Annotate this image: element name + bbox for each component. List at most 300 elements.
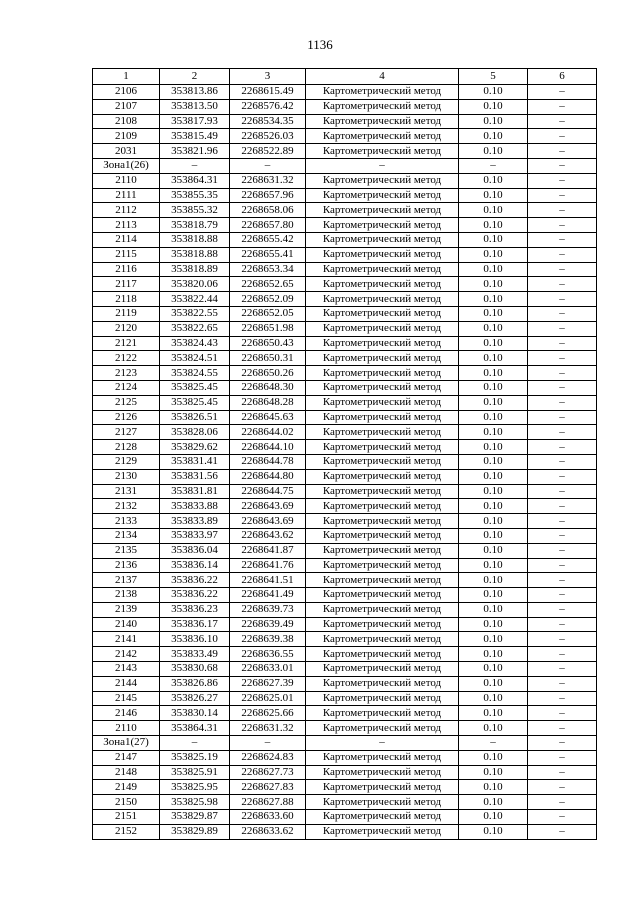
table-cell: – xyxy=(528,144,597,159)
table-cell: 353829.89 xyxy=(160,824,230,839)
table-cell: 2268576.42 xyxy=(230,99,306,114)
table-cell: 0.10 xyxy=(459,573,528,588)
table-cell: Картометрический метод xyxy=(306,277,459,292)
table-cell: Картометрический метод xyxy=(306,499,459,514)
table-cell: – xyxy=(528,469,597,484)
table-cell: Картометрический метод xyxy=(306,366,459,381)
table-cell: 2268625.01 xyxy=(230,691,306,706)
table-cell: 0.10 xyxy=(459,706,528,721)
table-cell: 2142 xyxy=(93,647,160,662)
table-cell: 353826.27 xyxy=(160,691,230,706)
table-cell: 2031 xyxy=(93,144,160,159)
table-cell: 353830.68 xyxy=(160,662,230,677)
table-cell: – xyxy=(528,188,597,203)
table-cell: 353817.93 xyxy=(160,114,230,129)
table-cell: 2268655.42 xyxy=(230,232,306,247)
table-body xyxy=(93,85,597,840)
table-cell: Картометрический метод xyxy=(306,706,459,721)
table-cell: 0.10 xyxy=(459,188,528,203)
table-row xyxy=(93,395,597,410)
table-cell: Картометрический метод xyxy=(306,558,459,573)
table-cell: Картометрический метод xyxy=(306,662,459,677)
table-cell: 2111 xyxy=(93,188,160,203)
table-cell: – xyxy=(528,129,597,144)
table-row xyxy=(93,144,597,159)
table-cell: 0.10 xyxy=(459,232,528,247)
table-cell: 2145 xyxy=(93,691,160,706)
table-cell: 2268652.05 xyxy=(230,306,306,321)
table-cell: – xyxy=(459,736,528,751)
table-cell: – xyxy=(459,158,528,173)
table-cell: 2137 xyxy=(93,573,160,588)
table-row xyxy=(93,662,597,677)
table-cell: Картометрический метод xyxy=(306,469,459,484)
table-cell: Картометрический метод xyxy=(306,306,459,321)
table-cell: 2268644.78 xyxy=(230,454,306,469)
table-cell: 0.10 xyxy=(459,662,528,677)
table-cell: 2140 xyxy=(93,617,160,632)
table-cell: Картометрический метод xyxy=(306,85,459,100)
table-cell: 0.10 xyxy=(459,262,528,277)
coordinates-table xyxy=(92,68,597,840)
table-row xyxy=(93,691,597,706)
table-cell: – xyxy=(528,173,597,188)
column-header: 1 xyxy=(93,69,160,85)
table-cell: 353825.98 xyxy=(160,795,230,810)
table-cell: – xyxy=(528,765,597,780)
table-cell: 2268650.26 xyxy=(230,366,306,381)
table-cell: 2268645.63 xyxy=(230,410,306,425)
table-cell: – xyxy=(528,218,597,233)
table-cell: 0.10 xyxy=(459,247,528,262)
table-cell: – xyxy=(528,292,597,307)
table-cell: 2268657.80 xyxy=(230,218,306,233)
table-cell: 353821.96 xyxy=(160,144,230,159)
table-cell: 353855.35 xyxy=(160,188,230,203)
table-cell: 2268627.73 xyxy=(230,765,306,780)
table-cell: 353836.04 xyxy=(160,543,230,558)
table-cell: 2268650.31 xyxy=(230,351,306,366)
table-cell: Картометрический метод xyxy=(306,484,459,499)
table-cell: 0.10 xyxy=(459,99,528,114)
table-cell: – xyxy=(528,306,597,321)
table-cell: 2268653.34 xyxy=(230,262,306,277)
table-cell: 2268657.96 xyxy=(230,188,306,203)
table-cell: Картометрический метод xyxy=(306,351,459,366)
table-cell: 2268643.69 xyxy=(230,514,306,529)
table-cell: Картометрический метод xyxy=(306,321,459,336)
table-cell: Зона1(27) xyxy=(93,736,160,751)
table-cell: – xyxy=(528,484,597,499)
table-cell: 353829.62 xyxy=(160,440,230,455)
table-cell: 2268644.02 xyxy=(230,425,306,440)
table-cell: 2268627.83 xyxy=(230,780,306,795)
table-row xyxy=(93,676,597,691)
table-row xyxy=(93,795,597,810)
table-cell: – xyxy=(528,632,597,647)
table-cell: – xyxy=(528,277,597,292)
table-cell: – xyxy=(528,810,597,825)
table-cell: 353824.43 xyxy=(160,336,230,351)
table-cell: Картометрический метод xyxy=(306,144,459,159)
table-cell: 353818.88 xyxy=(160,232,230,247)
table-row xyxy=(93,99,597,114)
table-cell: 2132 xyxy=(93,499,160,514)
table-cell: Картометрический метод xyxy=(306,795,459,810)
table-cell: 0.10 xyxy=(459,306,528,321)
table-cell: Картометрический метод xyxy=(306,543,459,558)
table-row xyxy=(93,173,597,188)
table-cell: 0.10 xyxy=(459,795,528,810)
table-row xyxy=(93,706,597,721)
table-cell: 2139 xyxy=(93,602,160,617)
table-cell: 2108 xyxy=(93,114,160,129)
table-cell: 2133 xyxy=(93,514,160,529)
table-cell: 2121 xyxy=(93,336,160,351)
table-row xyxy=(93,780,597,795)
table-cell: 353864.31 xyxy=(160,721,230,736)
table-row xyxy=(93,810,597,825)
table-cell: Картометрический метод xyxy=(306,218,459,233)
table-cell: Картометрический метод xyxy=(306,440,459,455)
table-cell: 2110 xyxy=(93,721,160,736)
table-cell: 2268655.41 xyxy=(230,247,306,262)
table-cell: Картометрический метод xyxy=(306,514,459,529)
table-row xyxy=(93,336,597,351)
table-cell: Картометрический метод xyxy=(306,203,459,218)
table-cell: 2109 xyxy=(93,129,160,144)
table-cell: 0.10 xyxy=(459,810,528,825)
table-cell: Картометрический метод xyxy=(306,173,459,188)
table-cell: 0.10 xyxy=(459,514,528,529)
table-row xyxy=(93,514,597,529)
table-cell: Картометрический метод xyxy=(306,528,459,543)
table-cell: – xyxy=(528,617,597,632)
table-cell: 2141 xyxy=(93,632,160,647)
table-cell: 2110 xyxy=(93,173,160,188)
table-cell: 0.10 xyxy=(459,173,528,188)
table-cell: 0.10 xyxy=(459,469,528,484)
table-cell: 2127 xyxy=(93,425,160,440)
table-cell: 2268648.30 xyxy=(230,380,306,395)
table-cell: – xyxy=(528,706,597,721)
table-cell: 353818.88 xyxy=(160,247,230,262)
table-cell: 0.10 xyxy=(459,602,528,617)
table-row xyxy=(93,129,597,144)
table-cell: 2112 xyxy=(93,203,160,218)
table-cell: 2113 xyxy=(93,218,160,233)
table-cell: 2124 xyxy=(93,380,160,395)
table-cell: – xyxy=(528,203,597,218)
table-cell: 2122 xyxy=(93,351,160,366)
table-cell: Картометрический метод xyxy=(306,454,459,469)
table-cell: 353828.06 xyxy=(160,425,230,440)
table-cell: 2268534.35 xyxy=(230,114,306,129)
table-cell: 2146 xyxy=(93,706,160,721)
table-cell: Картометрический метод xyxy=(306,425,459,440)
table-cell: Картометрический метод xyxy=(306,380,459,395)
table-cell: 2268644.75 xyxy=(230,484,306,499)
table-cell: 2268631.32 xyxy=(230,721,306,736)
table-cell: Картометрический метод xyxy=(306,824,459,839)
table-cell: 2114 xyxy=(93,232,160,247)
table-cell: – xyxy=(528,602,597,617)
column-header: 6 xyxy=(528,69,597,85)
table-cell: – xyxy=(528,321,597,336)
table-row xyxy=(93,824,597,839)
table-cell: 2268631.32 xyxy=(230,173,306,188)
table-cell: – xyxy=(528,114,597,129)
table-row xyxy=(93,602,597,617)
table-cell: 2148 xyxy=(93,765,160,780)
table-cell: 353825.45 xyxy=(160,380,230,395)
column-header: 2 xyxy=(160,69,230,85)
table-cell: – xyxy=(306,158,459,173)
table-cell: – xyxy=(528,99,597,114)
table-row xyxy=(93,114,597,129)
table-cell: 0.10 xyxy=(459,395,528,410)
table-cell: – xyxy=(528,395,597,410)
table-row xyxy=(93,484,597,499)
table-row xyxy=(93,277,597,292)
table-cell: – xyxy=(528,514,597,529)
table-row xyxy=(93,440,597,455)
table-row xyxy=(93,380,597,395)
table-cell: 0.10 xyxy=(459,499,528,514)
table-cell: 353824.51 xyxy=(160,351,230,366)
table-cell: 0.10 xyxy=(459,114,528,129)
table-cell: 2268644.10 xyxy=(230,440,306,455)
table-cell: 353826.86 xyxy=(160,676,230,691)
table-cell: 0.10 xyxy=(459,425,528,440)
table-row xyxy=(93,85,597,100)
table-cell: 2117 xyxy=(93,277,160,292)
table-row xyxy=(93,736,597,751)
table-cell: 353833.97 xyxy=(160,528,230,543)
table-cell: 2268641.87 xyxy=(230,543,306,558)
table-cell: 2106 xyxy=(93,85,160,100)
table-cell: 353836.10 xyxy=(160,632,230,647)
table-row xyxy=(93,218,597,233)
table-cell: 0.10 xyxy=(459,218,528,233)
table-cell: 2268652.09 xyxy=(230,292,306,307)
table-cell: Картометрический метод xyxy=(306,188,459,203)
table-cell: 2128 xyxy=(93,440,160,455)
table-cell: 2123 xyxy=(93,366,160,381)
table-cell: 2143 xyxy=(93,662,160,677)
table-cell: – xyxy=(528,795,597,810)
table-cell: 2138 xyxy=(93,588,160,603)
table-cell: 2118 xyxy=(93,292,160,307)
table-cell: Картометрический метод xyxy=(306,99,459,114)
table-cell: – xyxy=(528,588,597,603)
table-row xyxy=(93,765,597,780)
table-row xyxy=(93,573,597,588)
table-cell: 2268658.06 xyxy=(230,203,306,218)
table-cell: Картометрический метод xyxy=(306,721,459,736)
table-cell: – xyxy=(306,736,459,751)
table-cell: 353825.45 xyxy=(160,395,230,410)
table-cell: 0.10 xyxy=(459,321,528,336)
table-row xyxy=(93,247,597,262)
table-cell: – xyxy=(528,558,597,573)
table-cell: 0.10 xyxy=(459,750,528,765)
table-cell: – xyxy=(528,780,597,795)
table-cell: 2268652.65 xyxy=(230,277,306,292)
table-row xyxy=(93,528,597,543)
table-cell: 353825.91 xyxy=(160,765,230,780)
table-cell: 353831.56 xyxy=(160,469,230,484)
table-cell: 2125 xyxy=(93,395,160,410)
table-cell: Картометрический метод xyxy=(306,247,459,262)
table-cell: 2268633.60 xyxy=(230,810,306,825)
table-cell: 2151 xyxy=(93,810,160,825)
table-cell: 0.10 xyxy=(459,647,528,662)
table-cell: 2268627.88 xyxy=(230,795,306,810)
table-cell: 353833.49 xyxy=(160,647,230,662)
table-cell: Картометрический метод xyxy=(306,647,459,662)
table-row xyxy=(93,158,597,173)
table-cell: 2268522.89 xyxy=(230,144,306,159)
table-row xyxy=(93,188,597,203)
table-cell: – xyxy=(528,647,597,662)
table-row xyxy=(93,632,597,647)
table-cell: Картометрический метод xyxy=(306,232,459,247)
table-cell: Картометрический метод xyxy=(306,780,459,795)
table-cell: 2268625.66 xyxy=(230,706,306,721)
table-cell: 2268650.43 xyxy=(230,336,306,351)
table-cell: – xyxy=(528,573,597,588)
table-cell: Картометрический метод xyxy=(306,262,459,277)
table-row xyxy=(93,499,597,514)
table-cell: 2149 xyxy=(93,780,160,795)
table-cell: 0.10 xyxy=(459,144,528,159)
table-cell: 0.10 xyxy=(459,129,528,144)
table-cell: 2268651.98 xyxy=(230,321,306,336)
table-cell: Картометрический метод xyxy=(306,114,459,129)
table-cell: 0.10 xyxy=(459,410,528,425)
table-cell: 0.10 xyxy=(459,454,528,469)
table-cell: Зона1(26) xyxy=(93,158,160,173)
table-cell: 2147 xyxy=(93,750,160,765)
table-cell: Картометрический метод xyxy=(306,602,459,617)
table-cell: 353831.41 xyxy=(160,454,230,469)
table-cell: 353813.86 xyxy=(160,85,230,100)
table-cell: – xyxy=(528,351,597,366)
column-header: 4 xyxy=(306,69,459,85)
table-cell: – xyxy=(528,336,597,351)
table-cell: 2268627.39 xyxy=(230,676,306,691)
table-cell: – xyxy=(528,85,597,100)
table-cell: 0.10 xyxy=(459,765,528,780)
table-row xyxy=(93,351,597,366)
column-header: 5 xyxy=(459,69,528,85)
table-cell: Картометрический метод xyxy=(306,632,459,647)
table-cell: 0.10 xyxy=(459,558,528,573)
table-cell: 0.10 xyxy=(459,721,528,736)
table-cell: – xyxy=(528,721,597,736)
table-cell: 353822.44 xyxy=(160,292,230,307)
table-cell: Картометрический метод xyxy=(306,129,459,144)
table-cell: Картометрический метод xyxy=(306,292,459,307)
table-cell: 2268615.49 xyxy=(230,85,306,100)
table-row xyxy=(93,366,597,381)
table-row xyxy=(93,721,597,736)
table-cell: – xyxy=(528,543,597,558)
table-cell: 0.10 xyxy=(459,336,528,351)
table-cell: 0.10 xyxy=(459,380,528,395)
table-row xyxy=(93,262,597,277)
table-cell: – xyxy=(160,736,230,751)
table-cell: Картометрический метод xyxy=(306,336,459,351)
table-cell: – xyxy=(230,736,306,751)
table-cell: – xyxy=(528,440,597,455)
table-cell: – xyxy=(528,262,597,277)
table-cell: 2126 xyxy=(93,410,160,425)
table-cell: 0.10 xyxy=(459,543,528,558)
table-row xyxy=(93,306,597,321)
table-cell: Картометрический метод xyxy=(306,410,459,425)
table-cell: 2268641.49 xyxy=(230,588,306,603)
table-cell: – xyxy=(230,158,306,173)
table-cell: 0.10 xyxy=(459,617,528,632)
table-cell: 2107 xyxy=(93,99,160,114)
table-cell: 353836.23 xyxy=(160,602,230,617)
table-cell: 353836.22 xyxy=(160,588,230,603)
table-row xyxy=(93,469,597,484)
table-cell: – xyxy=(528,736,597,751)
table-cell: 0.10 xyxy=(459,440,528,455)
table-cell: 353818.79 xyxy=(160,218,230,233)
table-row xyxy=(93,410,597,425)
table-cell: 353831.81 xyxy=(160,484,230,499)
table-cell: Картометрический метод xyxy=(306,691,459,706)
header-row xyxy=(93,69,597,85)
table-cell: 2268624.83 xyxy=(230,750,306,765)
table-cell: Картометрический метод xyxy=(306,588,459,603)
page-number: 1136 xyxy=(307,37,333,52)
table-row xyxy=(93,750,597,765)
table-cell: 2268639.38 xyxy=(230,632,306,647)
column-header: 3 xyxy=(230,69,306,85)
table-cell: 353836.17 xyxy=(160,617,230,632)
table-cell: 0.10 xyxy=(459,528,528,543)
table-cell: – xyxy=(528,425,597,440)
table-cell: – xyxy=(528,499,597,514)
table-cell: – xyxy=(528,824,597,839)
table-cell: – xyxy=(528,410,597,425)
table-row xyxy=(93,232,597,247)
table-cell: 2144 xyxy=(93,676,160,691)
table-row xyxy=(93,558,597,573)
table-row xyxy=(93,543,597,558)
table-cell: 0.10 xyxy=(459,676,528,691)
table-cell: 353829.87 xyxy=(160,810,230,825)
table-cell: 2116 xyxy=(93,262,160,277)
table-cell: 353815.49 xyxy=(160,129,230,144)
table-row xyxy=(93,588,597,603)
table-cell: 2135 xyxy=(93,543,160,558)
table-cell: 353864.31 xyxy=(160,173,230,188)
table-cell: 2268644.80 xyxy=(230,469,306,484)
table-cell: – xyxy=(528,454,597,469)
table-cell: – xyxy=(528,158,597,173)
table-cell: 2136 xyxy=(93,558,160,573)
table-cell: 353822.65 xyxy=(160,321,230,336)
table-cell: Картометрический метод xyxy=(306,765,459,780)
table-cell: 2268633.01 xyxy=(230,662,306,677)
table-cell: – xyxy=(528,528,597,543)
